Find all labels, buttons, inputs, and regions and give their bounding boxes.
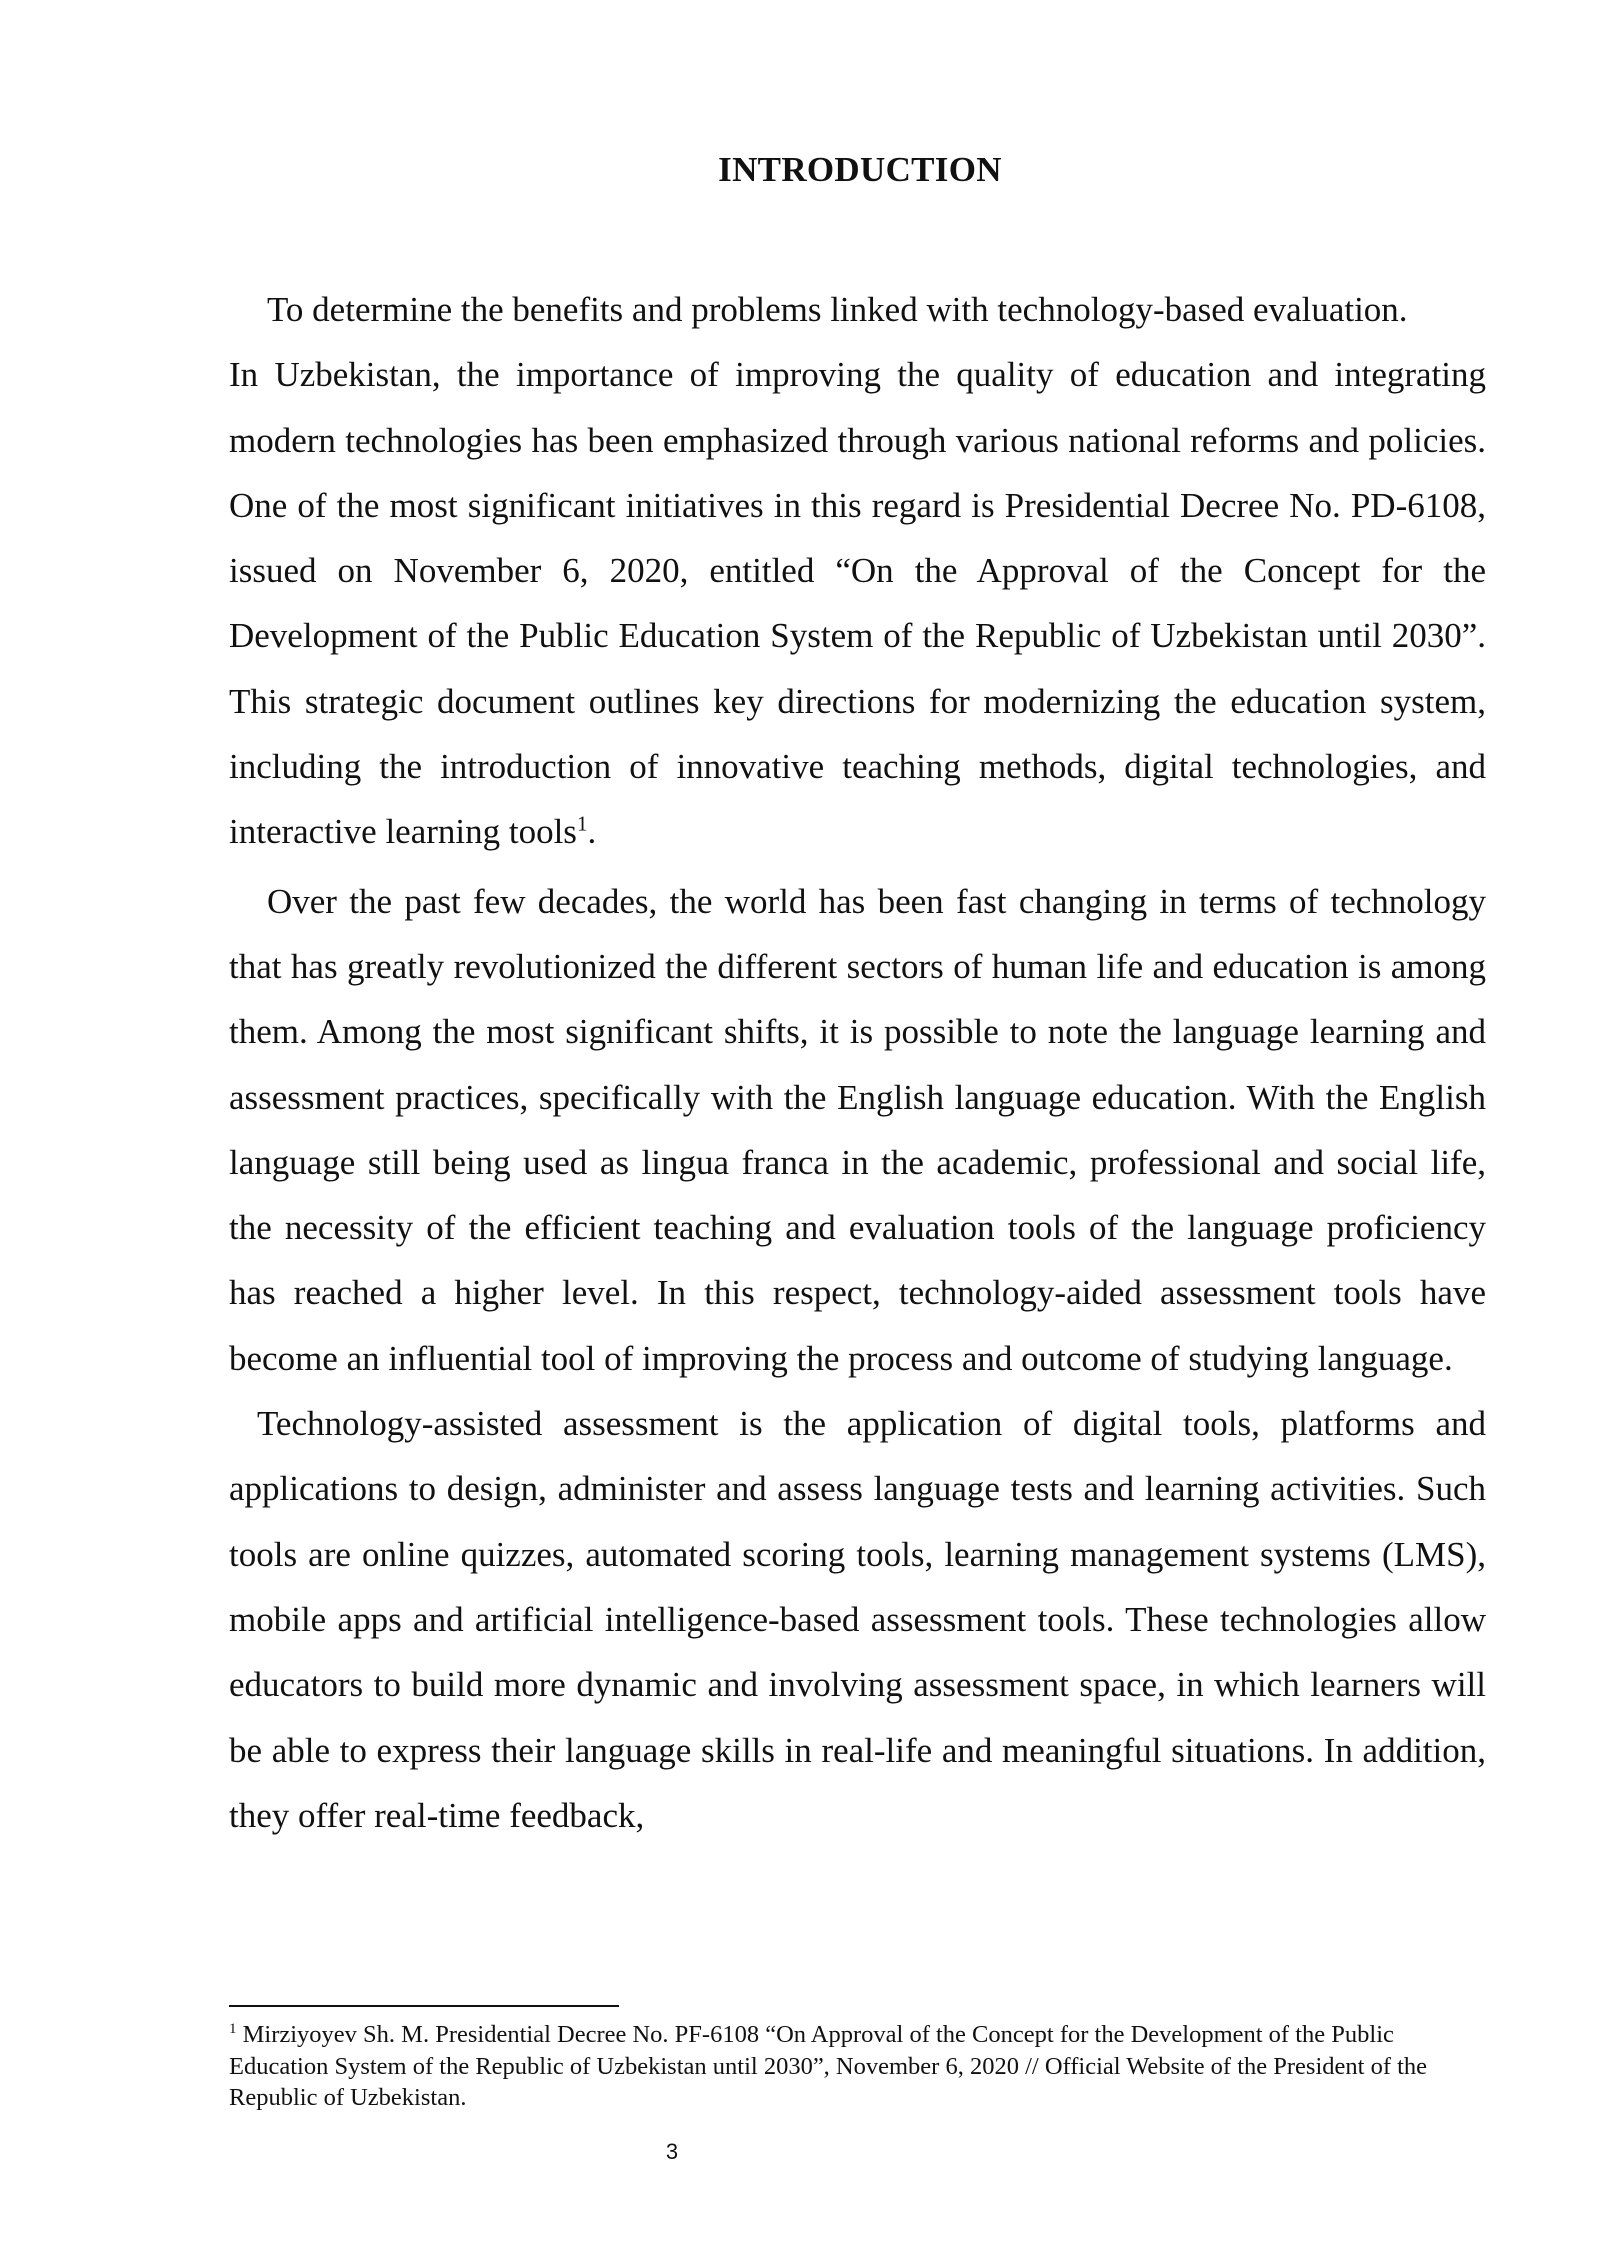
paragraph-uzbekistan-decree-text: In Uzbekistan, the importance of improving the quality of education and integrating modern technologies has been emphasized through various national reforms and policies. One of the most significant initiatives in this regard is Presidential Decree No. PD-6108, issued on November 6, 2020, entitled “On the Approval of the Concept for the Development of the Public Education System of the Republic of Uzbekistan until 2030”. This strategic document outlines key directions for modernizing the education system, including the introduction of innovative teaching methods, digital technologies, and interactive learning tools xyxy=(229,355,1486,852)
page-number: 3 xyxy=(665,2139,679,2164)
section-heading: INTRODUCTION xyxy=(718,150,1002,189)
footnote xyxy=(229,2019,1486,2114)
paragraph-objective: To determine the benefits and problems linked with technology-based evaluation. xyxy=(267,290,1408,329)
paragraph-technology-change: Over the past few decades, the world has been fast changing in terms of technology that has greatly revolutionized the different sectors of human life and education is among them. Among the most significant shifts, it is possible to note the language learning and assessment practices, specifically with the English language education. With the English language still being used as lingua franca in the academic, professional and social life, the necessity of the efficient teaching and evaluation tools of the language proficiency has reached a higher level. In this respect, technology-aided assessment tools have become an influential tool of improving the process and outcome of studying language. xyxy=(229,881,1486,1378)
footnote-text: Mirziyoyev Sh. M. Presidential Decree No. PF-6108 “On Approval of the Concept for the Development of the Public Education System of the Republic of Uzbekistan until 2030”, November 6, 2020 // Official Website of the President of the Republic of Uzbekistan. xyxy=(229,2021,1428,2111)
paragraph-uzbekistan-decree xyxy=(229,342,1486,864)
footnote-marker: 1 xyxy=(229,2020,237,2037)
body-text xyxy=(229,277,1486,1848)
paragraph-uzbekistan-decree-end: . xyxy=(587,812,597,852)
footnote-separator xyxy=(229,2005,619,2007)
paragraph-technology-assisted-assessment: Technology-assisted assessment is the application of digital tools, platforms and applications to design, administer and assess language tests and learning activities. Such tools are online quizzes, automated scoring tools, learning management systems (LMS), mobile apps and artificial intelligence-based assessment tools. These technologies allow educators to build more dynamic and involving assessment space, in which learners will be able to express their language skills in real-life and meaningful situations. In addition, they offer real-time feedback, xyxy=(229,1404,1486,1835)
footnote-reference: 1 xyxy=(576,811,588,836)
